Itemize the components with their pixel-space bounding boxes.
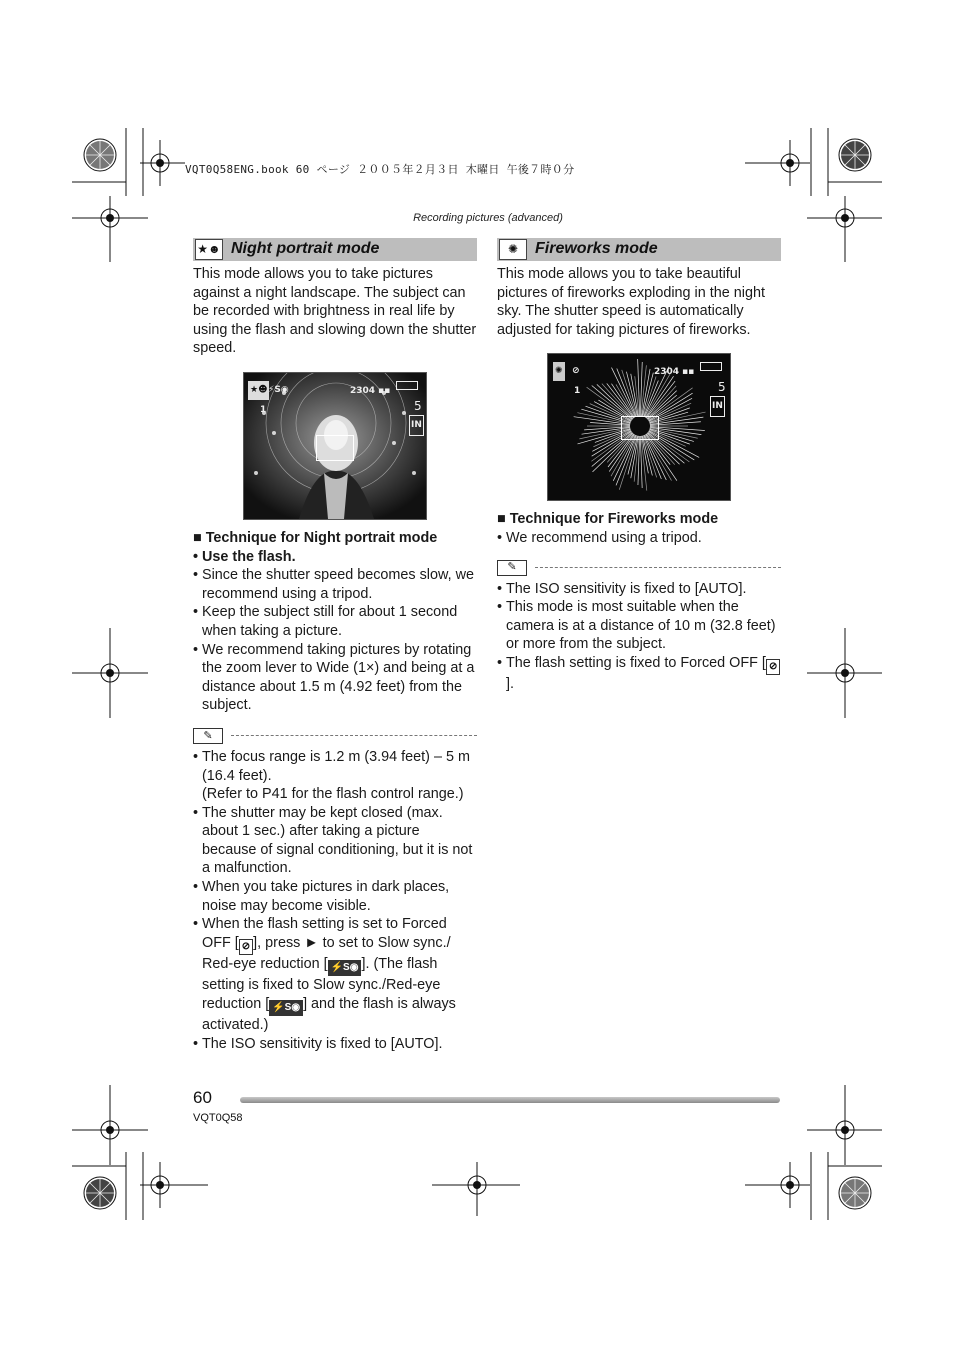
stabilizer-mode: 1 (260, 404, 267, 415)
firework-ray (597, 385, 633, 420)
night-portrait-intro: This mode allows you to take pictures against a night landscape. The subject can be recorded with brightness in real life by using the flash and slowing down the shutter speed. (193, 266, 477, 357)
firework-ray (602, 384, 633, 419)
remaining-pictures: 5 (414, 398, 422, 413)
built-in-memory-icon: IN (710, 396, 725, 417)
firework-ray (647, 391, 676, 419)
list-item: • The shutter may be kept closed (max. about 1 sec.) after taking a picture because of signal conditioning, but it is not a malfunction. (193, 804, 477, 878)
fireworks-section (497, 238, 781, 694)
note-text: ]. (506, 676, 514, 693)
battery-icon (700, 362, 722, 371)
firework-ray (617, 369, 636, 417)
night-portrait-title: Night portrait mode (231, 240, 380, 258)
stabilizer-mode: 1 (574, 386, 581, 397)
slow-sync-red-eye-icon: ⚡S◉ (268, 384, 289, 395)
note-text: When the flash setting is set to Forced OFF [ (202, 916, 447, 951)
note-text: The flash setting is fixed to Forced OFF [ (506, 654, 766, 671)
night-portrait-note-heading (193, 726, 477, 746)
af-area-frame (316, 435, 354, 461)
firework-ray (642, 369, 650, 416)
night-portrait-technique-list (193, 548, 477, 715)
picture-count: 2304 (350, 385, 376, 396)
af-area-frame (621, 416, 659, 440)
night-portrait-section (193, 238, 477, 1054)
list-item: • Use the flash. (193, 548, 477, 567)
built-in-memory-icon: IN (409, 415, 424, 436)
quality-icon: ▪▪ (378, 385, 391, 396)
fireworks-mode-icon: ✺ (553, 362, 565, 381)
note-text: ], press ► to set to Slow sync./ Red-eye reduction [ (202, 934, 451, 973)
list-item: • The ISO sensitivity is fixed to [AUTO]. (497, 580, 781, 599)
list-item: • Since the shutter speed becomes slow, we recommend using a tripod. (193, 566, 477, 603)
night-portrait-screen-photo (243, 372, 427, 520)
night-portrait-mode-icon: ★☻ (248, 381, 269, 400)
model-code: VQT0Q58 (193, 1112, 243, 1124)
list-item: • This mode is most suitable when the camera is at a distance of 10 m (32.8 feet) or more from the subject. (497, 598, 781, 654)
note-icon: ✎ (193, 728, 223, 744)
dashed-divider (535, 567, 781, 568)
firework-ray (611, 435, 635, 477)
list-item (193, 915, 477, 1035)
night-portrait-technique-heading: ■ Technique for Night portrait mode (193, 529, 438, 546)
fireworks-technique-list (497, 529, 781, 548)
slow-sync-red-eye-icon: ⚡S◉ (328, 960, 362, 976)
list-item: • The ISO sensitivity is fixed to [AUTO]. (193, 1035, 477, 1054)
slow-sync-red-eye-icon: ⚡S◉ (269, 1000, 303, 1016)
night-portrait-notes (193, 748, 477, 1054)
picture-count: 2304 (654, 367, 680, 378)
note-flash-range-ref: (Refer to P41 for the flash control range.) (202, 786, 464, 803)
fireworks-intro: This mode allows you to take beautiful pictures of fireworks exploding in the night sky. The shutter speed is automatically adjusted for taking pictures of fireworks. (497, 266, 765, 338)
remaining-pictures: 5 (718, 380, 726, 395)
night-portrait-heading (193, 238, 477, 261)
note-focus-range: The focus range is 1.2 m (3.94 feet) – 5 m (16.4 feet). (202, 748, 470, 784)
fireworks-technique-heading: ■ Technique for Fireworks mode (497, 511, 719, 528)
fireworks-heading (497, 238, 781, 261)
book-slug-line: VQT0Q58ENG.book 60 ページ ２００５年２月３日 木曜日 午後７時０分 (185, 163, 575, 176)
forced-off-icon: ⊘ (572, 366, 580, 377)
forced-off-icon: ⊘ (239, 939, 253, 955)
list-item: • Keep the subject still for about 1 second when taking a picture. (193, 603, 477, 640)
forced-off-icon: ⊘ (766, 659, 780, 675)
page-number: 60 (193, 1088, 212, 1107)
night-portrait-icon: ★☻ (195, 239, 223, 260)
battery-icon (396, 381, 418, 390)
fireworks-notes (497, 580, 781, 694)
list-item: • We recommend using a tripod. (497, 529, 781, 548)
list-item (193, 748, 477, 804)
dashed-divider (231, 735, 477, 736)
running-head: Recording pictures (advanced) (413, 212, 563, 224)
list-item: • We recommend taking pictures by rotating the zoom lever to Wide (1×) and being at a distance about 1.5 m (4.92 feet) from the subject. (193, 641, 477, 715)
note-icon: ✎ (497, 560, 527, 576)
list-item: • When you take pictures in dark places, noise may become visible. (193, 878, 477, 915)
fireworks-screen-photo (547, 353, 731, 501)
fireworks-title: Fireworks mode (535, 240, 658, 258)
note-text: ] and the flash is always activated.) (202, 996, 456, 1034)
fireworks-icon: ✺ (499, 239, 527, 260)
fireworks-note-heading (497, 558, 781, 578)
footer-rule (240, 1097, 780, 1103)
list-item (497, 654, 781, 694)
quality-icon: ▪▪ (682, 367, 695, 378)
note-text: ]. (The flash setting is fixed to Slow sync./Red-eye reduction [ (202, 956, 441, 1013)
firework-ray (616, 436, 636, 486)
